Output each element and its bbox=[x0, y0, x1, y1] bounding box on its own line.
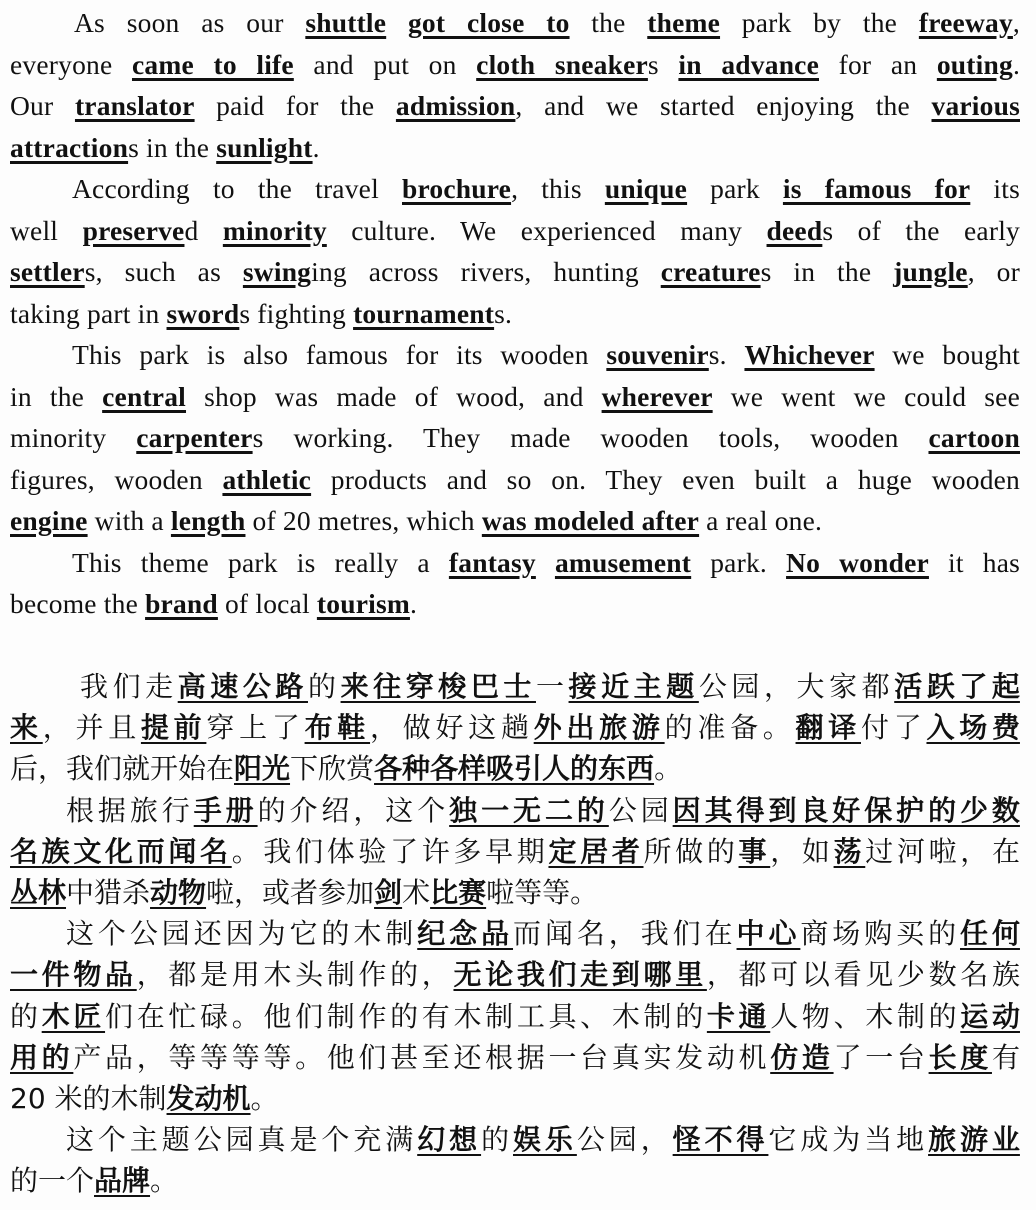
vocabulary-keyword: 旅游业 bbox=[928, 1123, 1020, 1157]
plain-text: s in the bbox=[128, 131, 217, 163]
vocabulary-keyword: 高速公路 bbox=[177, 670, 308, 703]
text-line bbox=[10, 459, 1020, 501]
plain-text: According to the travel bbox=[72, 173, 402, 204]
text-line bbox=[10, 748, 1020, 789]
vocabulary-keyword: 各种各样吸引人的东西 bbox=[374, 752, 655, 786]
text-line bbox=[10, 376, 1020, 418]
plain-text: in the bbox=[10, 380, 103, 412]
vocabulary-keyword: 仿造 bbox=[770, 1040, 834, 1074]
plain-text: 的一个 bbox=[10, 1164, 95, 1198]
vocabulary-keyword: sunlight bbox=[216, 131, 313, 163]
plain-text: a real one. bbox=[699, 505, 823, 536]
vocabulary-keyword: is famous for bbox=[782, 173, 971, 204]
vocabulary-keyword: tournament bbox=[353, 297, 495, 329]
vocabulary-keyword: 因其得到良好保护的少数 bbox=[672, 793, 1020, 827]
plain-text bbox=[386, 7, 408, 38]
text-line bbox=[10, 293, 1020, 335]
plain-text: ，都是用木头制作的， bbox=[136, 958, 454, 992]
vocabulary-keyword: various bbox=[931, 90, 1020, 121]
text-line bbox=[10, 2, 1020, 44]
plain-text: the bbox=[569, 7, 648, 38]
plain-text: its bbox=[970, 173, 1020, 204]
plain-text: we went we could see bbox=[712, 380, 1020, 412]
zh-paragraph-2 bbox=[10, 790, 1020, 914]
plain-text: ，都可以看见少数名族 bbox=[706, 958, 1020, 992]
plain-text: and put on bbox=[293, 48, 477, 80]
vocabulary-keyword: shuttle bbox=[305, 7, 387, 38]
en-paragraph-3 bbox=[10, 334, 1020, 542]
text-line bbox=[10, 334, 1020, 376]
plain-text: 商场购买的 bbox=[800, 917, 961, 951]
text-line bbox=[10, 127, 1020, 169]
plain-text: 的 bbox=[307, 670, 341, 703]
chinese-translation bbox=[10, 666, 1020, 1201]
plain-text: park bbox=[687, 173, 783, 204]
text-line bbox=[10, 1078, 1020, 1119]
vocabulary-keyword: length bbox=[170, 505, 246, 536]
vocabulary-keyword: translator bbox=[74, 90, 195, 121]
vocabulary-keyword: 定居者 bbox=[548, 834, 644, 868]
plain-text: . bbox=[409, 588, 418, 619]
plain-text: s fighting bbox=[239, 297, 354, 329]
vocabulary-keyword: tourism bbox=[316, 588, 410, 619]
plain-text: 下欣赏 bbox=[290, 752, 375, 786]
plain-text: ，并且 bbox=[42, 711, 141, 745]
plain-text: 的 bbox=[481, 1123, 513, 1157]
plain-text: 后，我们就开始在 bbox=[10, 752, 235, 786]
plain-text: d bbox=[184, 214, 223, 246]
vocabulary-keyword: engine bbox=[10, 505, 88, 536]
plain-text: 20 米的木制 bbox=[10, 1081, 167, 1115]
plain-text: . bbox=[312, 131, 320, 163]
vocabulary-keyword: 事 bbox=[738, 834, 771, 868]
vocabulary-keyword: 荡 bbox=[833, 834, 866, 868]
vocabulary-keyword: preserve bbox=[82, 214, 185, 246]
plain-text: of 20 metres, which bbox=[245, 505, 482, 536]
plain-text: minority bbox=[10, 422, 137, 453]
plain-text: s. bbox=[494, 297, 513, 329]
vocabulary-keyword: 丛林 bbox=[10, 875, 67, 909]
plain-text: shop was made of wood, and bbox=[186, 380, 602, 412]
vocabulary-keyword: minority bbox=[222, 214, 327, 246]
vocabulary-keyword: 翻译 bbox=[795, 711, 861, 745]
vocabulary-keyword: No wonder bbox=[786, 546, 929, 578]
vocabulary-keyword: 来往穿梭巴士 bbox=[340, 670, 536, 703]
vocabulary-keyword: attraction bbox=[10, 131, 129, 163]
plain-text: 啦等等。 bbox=[486, 875, 599, 909]
vocabulary-keyword: 纪念品 bbox=[417, 917, 514, 951]
plain-text: 付了 bbox=[861, 711, 927, 745]
plain-text: , and we started enjoying the bbox=[515, 90, 932, 121]
vocabulary-keyword: came to life bbox=[131, 48, 294, 80]
text-line bbox=[10, 251, 1020, 293]
en-paragraph-2 bbox=[10, 168, 1020, 334]
plain-text: become the bbox=[10, 588, 146, 619]
plain-text: 。 bbox=[250, 1081, 279, 1115]
vocabulary-keyword: sword bbox=[166, 297, 240, 329]
vocabulary-keyword: souvenir bbox=[606, 339, 709, 370]
en-paragraph-4 bbox=[10, 542, 1020, 625]
plain-text: 人物、木制的 bbox=[770, 999, 961, 1033]
text-line bbox=[10, 1160, 1020, 1201]
plain-text: for an bbox=[819, 48, 937, 80]
vocabulary-keyword: 一件物品 bbox=[10, 958, 137, 992]
vocabulary-keyword: 独一无二的 bbox=[449, 793, 609, 827]
plain-text: This theme park is really a bbox=[72, 546, 449, 578]
vocabulary-keyword: brand bbox=[145, 588, 218, 619]
vocabulary-keyword: wherever bbox=[601, 380, 713, 412]
vocabulary-keyword: fantasy bbox=[448, 546, 536, 578]
plain-text: s, such as bbox=[84, 256, 243, 287]
plain-text: 的准备。 bbox=[664, 711, 796, 745]
plain-text: s bbox=[647, 48, 679, 80]
vocabulary-keyword: outing bbox=[936, 48, 1013, 80]
vocabulary-keyword: 剑 bbox=[374, 875, 403, 909]
plain-text: 。我们体验了许多早期 bbox=[231, 834, 549, 868]
plain-text: 我们走 bbox=[80, 670, 178, 703]
plain-text: with a bbox=[87, 505, 171, 536]
vocabulary-keyword: amusement bbox=[554, 546, 692, 578]
plain-text: park by the bbox=[720, 7, 919, 38]
text-line bbox=[10, 85, 1020, 127]
plain-text: paid for the bbox=[194, 90, 396, 121]
plain-text: s in the bbox=[760, 256, 894, 287]
vocabulary-keyword: 品牌 bbox=[94, 1164, 151, 1198]
plain-text: 产品，等等等等。他们甚至还根据一台真实发动机 bbox=[73, 1040, 771, 1074]
vocabulary-keyword: 任何 bbox=[960, 917, 1020, 951]
vocabulary-keyword: 娱乐 bbox=[513, 1123, 577, 1157]
vocabulary-keyword: cloth sneaker bbox=[476, 48, 648, 80]
vocabulary-keyword: central bbox=[102, 380, 187, 412]
text-line bbox=[10, 583, 1020, 625]
vocabulary-keyword: jungle bbox=[893, 256, 968, 287]
english-passage bbox=[10, 2, 1020, 625]
vocabulary-keyword: creature bbox=[660, 256, 761, 287]
text-line bbox=[10, 707, 1020, 748]
en-paragraph-1 bbox=[10, 2, 1020, 168]
plain-text: . bbox=[1012, 48, 1021, 80]
vocabulary-keyword: was modeled after bbox=[481, 505, 700, 536]
vocabulary-keyword: 动物 bbox=[150, 875, 207, 909]
plain-text: 公园 bbox=[608, 793, 673, 827]
plain-text: 。 bbox=[654, 752, 683, 786]
vocabulary-keyword: 长度 bbox=[928, 1040, 992, 1074]
plain-text: 而闻名，我们在 bbox=[513, 917, 737, 951]
vocabulary-keyword: 卡通 bbox=[706, 999, 771, 1033]
plain-text: This park is also famous for its wooden bbox=[72, 339, 607, 370]
vocabulary-keyword: 幻想 bbox=[417, 1123, 482, 1157]
text-line bbox=[10, 1119, 1020, 1160]
plain-text: 。 bbox=[150, 1164, 179, 1198]
plain-text: 这个公园还因为它的木制 bbox=[66, 917, 418, 951]
vocabulary-keyword: 名族文化而闻名 bbox=[10, 834, 232, 868]
text-line bbox=[10, 831, 1020, 872]
plain-text: 中猎杀 bbox=[66, 875, 151, 909]
plain-text: ing across rivers, hunting bbox=[311, 256, 661, 287]
vocabulary-keyword: cartoon bbox=[928, 422, 1020, 453]
text-line bbox=[10, 996, 1020, 1037]
plain-text: 过河啦，在 bbox=[865, 834, 1020, 868]
vocabulary-keyword: 手册 bbox=[193, 793, 258, 827]
zh-paragraph-3 bbox=[10, 913, 1020, 1119]
text-line bbox=[10, 954, 1020, 995]
vocabulary-keyword: 木匠 bbox=[41, 999, 106, 1033]
text-line bbox=[10, 500, 1020, 542]
plain-text: 公园， bbox=[576, 1123, 673, 1157]
vocabulary-keyword: 提前 bbox=[140, 711, 207, 745]
zh-paragraph-1 bbox=[10, 666, 1020, 790]
vocabulary-keyword: 用的 bbox=[10, 1040, 74, 1074]
plain-text: 啦，或者参加 bbox=[206, 875, 375, 909]
plain-text: 所做的 bbox=[643, 834, 739, 868]
plain-text: it has bbox=[928, 546, 1021, 578]
plain-text: everyone bbox=[10, 48, 132, 80]
plain-text: , bbox=[1012, 7, 1020, 38]
vocabulary-keyword: 发动机 bbox=[166, 1081, 251, 1115]
plain-text: 这个主题公园真是个充满 bbox=[66, 1123, 418, 1157]
vocabulary-keyword: 布鞋 bbox=[304, 711, 371, 745]
vocabulary-keyword: 接近主题 bbox=[568, 670, 699, 703]
plain-text: taking part in bbox=[10, 297, 167, 329]
plain-text: Our bbox=[10, 90, 75, 121]
plain-text: of local bbox=[217, 588, 317, 619]
plain-text: 术 bbox=[402, 875, 431, 909]
vocabulary-keyword: 中心 bbox=[736, 917, 801, 951]
vocabulary-keyword: 怪不得 bbox=[672, 1123, 769, 1157]
vocabulary-keyword: 比赛 bbox=[430, 875, 487, 909]
plain-text: products and so on. They even built a huge wooden bbox=[311, 463, 1020, 495]
vocabulary-keyword: admission bbox=[395, 90, 516, 121]
text-line bbox=[10, 666, 1020, 707]
text-line bbox=[10, 1037, 1020, 1078]
vocabulary-keyword: carpenter bbox=[136, 422, 253, 453]
vocabulary-keyword: 入场费 bbox=[926, 711, 1020, 745]
plain-text: s of the early bbox=[822, 214, 1020, 246]
vocabulary-keyword: freeway bbox=[918, 7, 1013, 38]
plain-text: ，做好这趟 bbox=[370, 711, 534, 745]
vocabulary-keyword: 来 bbox=[10, 711, 43, 745]
plain-text: 了一台 bbox=[833, 1040, 929, 1074]
zh-paragraph-4 bbox=[10, 1119, 1020, 1201]
text-line bbox=[10, 542, 1020, 584]
vocabulary-keyword: deed bbox=[766, 214, 823, 246]
vocabulary-keyword: athletic bbox=[222, 463, 312, 495]
plain-text: park. bbox=[691, 546, 787, 578]
plain-text: ，如 bbox=[770, 834, 834, 868]
plain-text: figures, wooden bbox=[10, 463, 223, 495]
plain-text: we bought bbox=[874, 339, 1020, 370]
plain-text: 的介绍，这个 bbox=[257, 793, 450, 827]
plain-text: , or bbox=[967, 256, 1020, 287]
text-line bbox=[10, 417, 1020, 459]
plain-text: 根据旅行 bbox=[66, 793, 194, 827]
plain-text: 公园，大家都 bbox=[698, 670, 895, 703]
vocabulary-keyword: brochure bbox=[402, 173, 512, 204]
vocabulary-keyword: 阳光 bbox=[234, 752, 291, 786]
text-line bbox=[10, 872, 1020, 913]
vocabulary-keyword: settler bbox=[10, 256, 85, 287]
text-line bbox=[10, 790, 1020, 831]
plain-text: culture. We experienced many bbox=[326, 214, 767, 246]
plain-text: 有 bbox=[991, 1040, 1020, 1074]
plain-text: 们在忙碌。他们制作的有木制工具、木制的 bbox=[105, 999, 707, 1033]
plain-text: 的 bbox=[10, 999, 42, 1033]
plain-text: 一 bbox=[535, 670, 569, 703]
vocabulary-keyword: in advance bbox=[678, 48, 819, 80]
plain-text: 穿上了 bbox=[206, 711, 305, 745]
plain-text: 它成为当地 bbox=[768, 1123, 929, 1157]
text-line bbox=[10, 168, 1020, 210]
vocabulary-keyword: Whichever bbox=[744, 339, 875, 370]
vocabulary-keyword: 无论我们走到哪里 bbox=[453, 958, 707, 992]
vocabulary-keyword: theme bbox=[647, 7, 721, 38]
plain-text: As soon as our bbox=[74, 7, 306, 38]
plain-text: well bbox=[10, 214, 83, 246]
plain-text: , this bbox=[511, 173, 605, 204]
vocabulary-keyword: 活跃了起 bbox=[894, 670, 1020, 703]
vocabulary-keyword: unique bbox=[604, 173, 688, 204]
plain-text bbox=[536, 547, 555, 578]
vocabulary-keyword: 运动 bbox=[960, 999, 1020, 1033]
text-line bbox=[10, 210, 1020, 252]
plain-text: s working. They made wooden tools, wooden bbox=[252, 422, 929, 453]
plain-text: s. bbox=[708, 339, 745, 370]
text-line bbox=[10, 44, 1020, 86]
vocabulary-keyword: got close to bbox=[407, 7, 570, 38]
vocabulary-keyword: swing bbox=[242, 256, 312, 287]
vocabulary-keyword: 外出旅游 bbox=[533, 711, 665, 745]
text-line bbox=[10, 913, 1020, 954]
